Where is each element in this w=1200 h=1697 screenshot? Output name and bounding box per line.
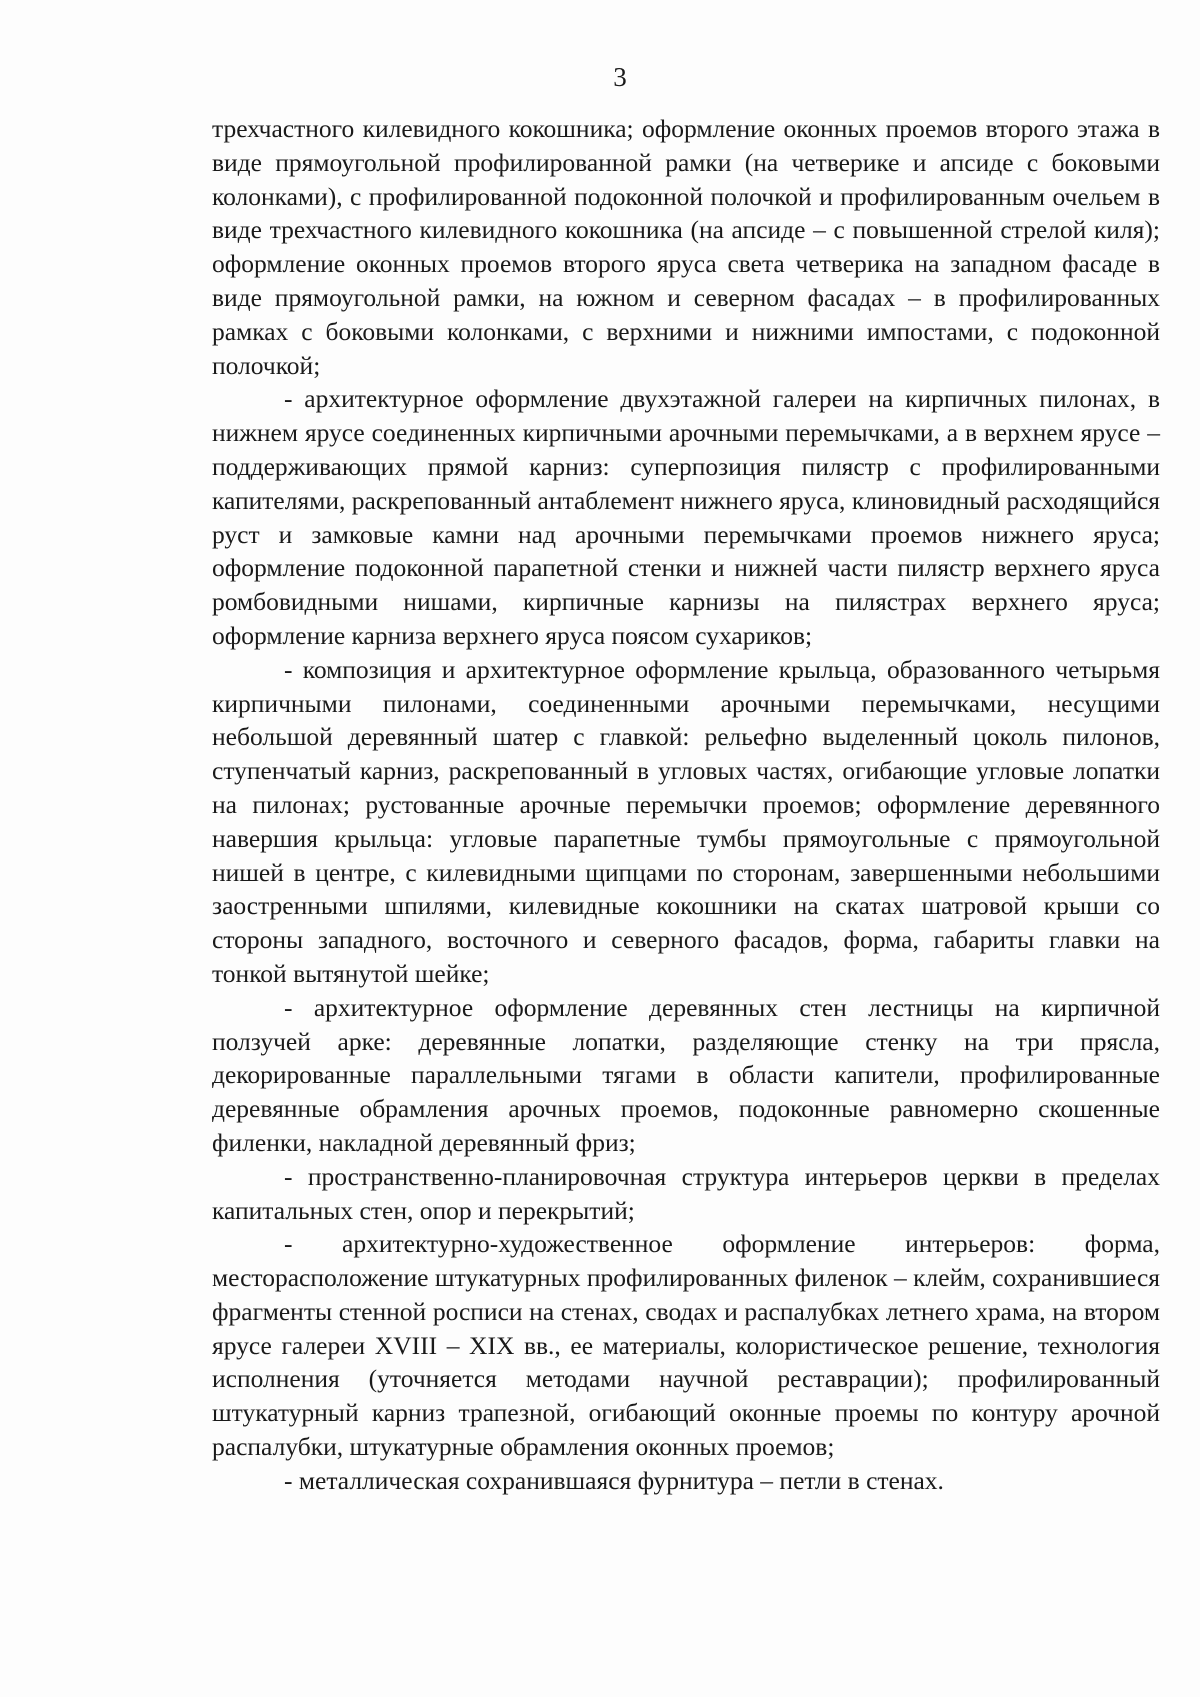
- paragraph-gallery: - архитектурное оформление двухэтажной галереи на кирпичных пилонах, в нижнем ярусе соединенных кирпичными арочными перемычками, а в верхнем ярусе – поддерживающих прямой карниз: суперпозиция пилястр с профилированными капителями, раскрепованный антаблемент нижнего яруса, клиновидный расходящийся руст и замковые камни над арочными перемычками проемов нижнего яруса; оформление подоконной парапетной стенки и нижней части пилястр верхнего яруса ромбовидными нишами, кирпичные карнизы на пилястрах верхнего яруса; оформление карниза верхнего яруса поясом сухариков;: [212, 384, 1160, 650]
- paragraph-interior-structure: - пространственно-планировочная структура интерьеров церкви в пределах капитальных стен, опор и перекрытий;: [212, 1161, 1160, 1225]
- paragraph-staircase: - архитектурное оформление деревянных стен лестницы на кирпичной ползучей арке: деревянные лопатки, разделяющие стенку на три прясла, декорированные параллельными тягами в области капители, профилированные деревянные обрамления арочных проемов, подоконные равномерно скошенные филенки, накладной деревянный фриз;: [212, 992, 1160, 1157]
- paragraph-interior-decoration: - архитектурно-художественное оформление интерьеров: форма, месторасположение штукатурных профилированных филенок – клейм, сохранившиеся фрагменты стенной росписи на стенах, сводах и распалубках летнего храма, на втором ярусе галереи XVIII – XIX вв., ее материалы, колористическое решение, технология исполнения (уточняется методами научной реставрации); профилированный штукатурный карниз трапезной, огибающий оконные проемы по контуру арочной распалубки, штукатурные обрамления оконных проемов;: [212, 1229, 1160, 1462]
- document-body: [212, 112, 1160, 1498]
- paragraph-continuation: трехчастного килевидного кокошника; оформление оконных проемов второго этажа в виде прямоугольной профилированной рамки (на четверике и апсиде с боковыми колонками), с профилированной подоконной полочкой и профилированным очельем в виде трехчастного килевидного кокошника (на апсиде – с повышенной стрелой киля); оформление оконных проемов второго яруса света четверика на западном фасаде в виде прямоугольной рамки, на южном и северном фасадах – в профилированных рамках с боковыми колонками, с верхними и нижними импостами, с подоконной полочкой;: [212, 114, 1160, 380]
- paragraph-porch: - композиция и архитектурное оформление крыльца, образованного четырьмя кирпичными пилонами, соединенными арочными перемычками, несущими небольшой деревянный шатер с главкой: рельефно выделенный цоколь пилонов, ступенчатый карниз, раскрепованный в угловых частях, огибающие угловые лопатки на пилонах; рустованные арочные перемычки проемов; оформление деревянного навершия крыльца: угловые парапетные тумбы прямоугольные с прямоугольной нишей в центре, с килевидными щипцами по сторонам, завершенными небольшими заостренными шпилями, килевидные кокошники на скатах шатровой крыши со стороны западного, восточного и северного фасадов, форма, габариты главки на тонкой вытянутой шейке;: [212, 654, 1160, 988]
- paragraph-metal-fittings: - металлическая сохранившаяся фурнитура – петли в стенах.: [284, 1465, 944, 1495]
- page-number: 3: [613, 62, 627, 92]
